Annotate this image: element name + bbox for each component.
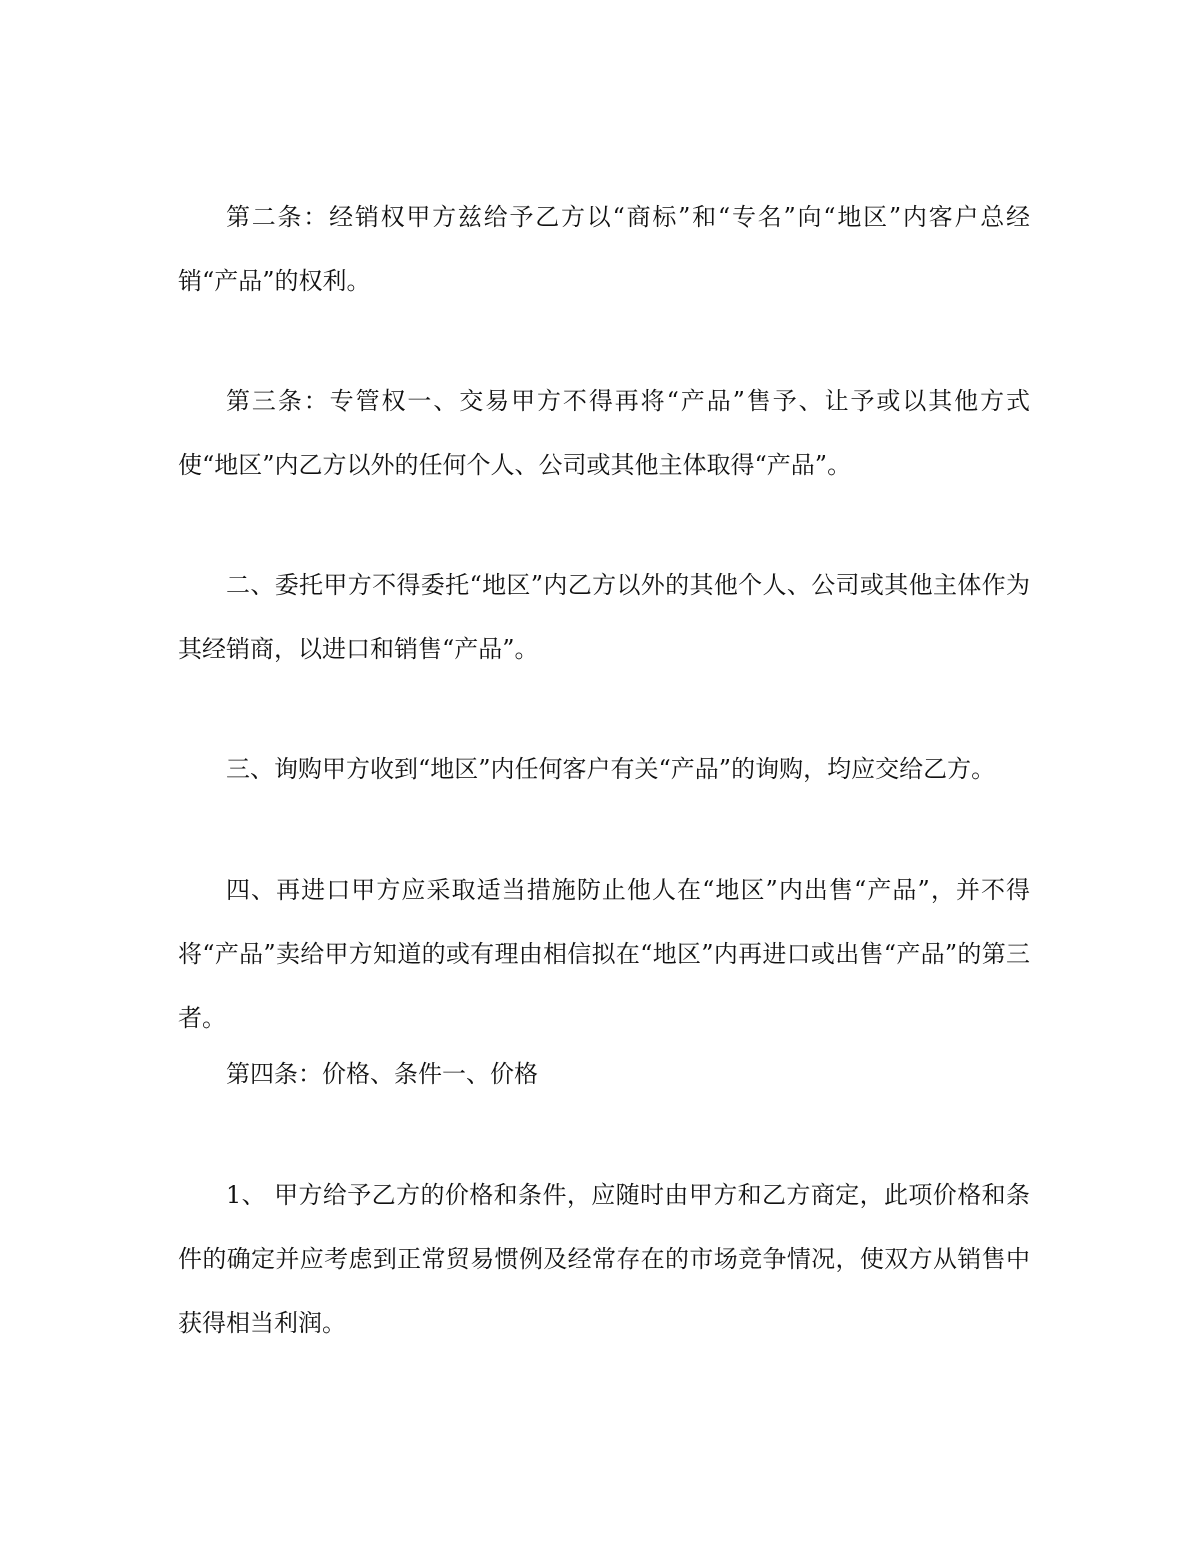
paragraph-article-3-exclusive-trade: 第三条：专管权一、交易甲方不得再将“产品”售予、让予或以其他方式使“地区”内乙方以外的任何个人、公司或其他主体取得“产品”。 — [178, 387, 1030, 479]
paragraph-re-import: 四、再进口甲方应采取适当措施防止他人在“地区”内出售“产品”，并不得将“产品”卖给甲方知道的或有理由相信拟在“地区”内再进口或出售“产品”的第三者。 — [178, 876, 1030, 1032]
paragraph-price-terms: 1、 甲方给予乙方的价格和条件，应随时由甲方和乙方商定，此项价格和条件的确定并应考虑到正常贸易惯例及经常存在的市场竞争情况，使双方从销售中获得相当利润。 — [178, 1181, 1030, 1337]
paragraph-entrustment: 二、委托甲方不得委托“地区”内乙方以外的其他个人、公司或其他主体作为其经销商，以进口和销售“产品”。 — [178, 571, 1030, 663]
paragraph-article-4-heading: 第四条：价格、条件一、价格 — [226, 1060, 538, 1088]
paragraph-article-2-distribution-right: 第二条：经销权甲方兹给予乙方以“商标”和“专名”向“地区”内客户总经销“产品”的权利。 — [178, 203, 1030, 295]
paragraph-inquiries: 三、询购甲方收到“地区”内任何客户有关“产品”的询购，均应交给乙方。 — [226, 755, 996, 783]
